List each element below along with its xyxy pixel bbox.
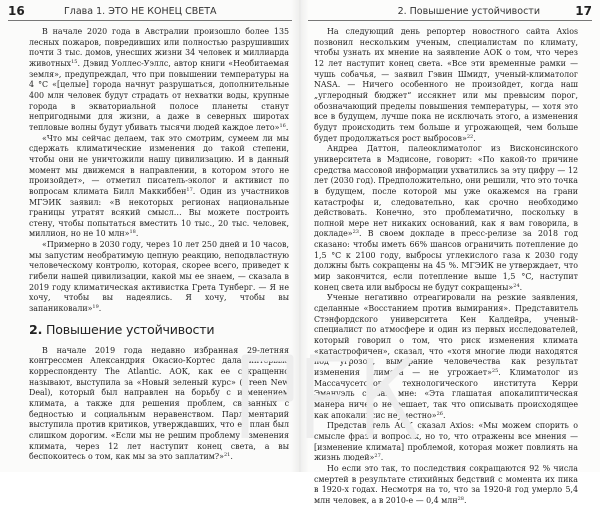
paragraph: На следующий день репортер новостного сайта Axios позвонил нескольким ученым, специалистам по климату, чтобы узнать их мнение на заявление АОК о том, что через 12 лет наступит конец света. «Все эти временные рамки — чушь собачья, — заявил Гэвин Шмидт, ученый-климатолог NASA. — Ничего особенного не произойдет, когда наш „углеродный бюджет“ иссякнет или мы превысим порог, обозначающий пределы повышения температуры, — хотя это все в будущем, лучше пока не исключать этого, а изменения будут происходить тем больше и угрожающей, чем больше будет продолжаться рост выбросов»$^{22}$.: [314, 27, 578, 143]
paragraph: В начале 2020 года в Австралии произошло более 135 лесных пожаров, повредивших или полностью разрушивших почти 3 тыс. домов, унесших жизни 34 человек и миллиарда животных$^{15}$. Дэвид Уоллес-Уэллс, автор книги «Необитаемая земля», предупреждал, что при повышении температуры на 4 °C «[целые] города начнут разрушаться, дополнительные 400 млн человек будут страдать от нехватки воды, крупные города в экваториальной полосе планеты станут непригодными для жизни, а даже в северных широтах тепловые волны будут убивать тысячи людей каждое лето»$^{16}$.: [29, 27, 289, 132]
section-title: Повышение устойчивости: [45, 321, 215, 337]
footnote-ref: 22: [466, 133, 474, 140]
left-body-text-2: [29, 346, 289, 463]
section-number: 2.: [29, 321, 43, 337]
left-body-text: [29, 27, 289, 315]
footnote-ref: 23: [352, 229, 359, 236]
running-head-right: 2. Повышение устойчивости: [397, 6, 540, 17]
footnote-ref: 25: [491, 368, 499, 374]
left-page-header: [8, 6, 292, 20]
footnote-ref: 21: [223, 452, 231, 459]
footnote-ref: 28: [457, 495, 464, 502]
right-page-header: [308, 6, 592, 20]
paragraph: «Что мы сейчас делаем, так это смотрим, сумеем ли мы сдержать климатические изменения до такой степени, чтобы они не уничтожили нашу цивилизацию. И в данный момент мы движемся в направлении, в котором этого не произойдет», — отметил писатель-эколог и активист по вопросам климата Билл Маккиббен$^{17}$. Один из участников МГЭИК заявил: «В некоторых регионах национальные границы утратят всякий смысл… Вы можете построить стену, чтобы попытаться вместить 10 тыс., 20 тыс. человек, миллион, но не 10 млн»$^{18}$.: [29, 133, 290, 239]
header-rule-left: [8, 20, 292, 21]
footnote-ref: 24: [513, 282, 520, 289]
footnote-ref: 26: [436, 410, 443, 417]
paragraph: Представитель АОК сказал Axios: «Мы можем спорить о смысле фраз и вопросах, но то, что отражены все мнения — [изменение климата] проблемой, которая может повлиять на жизнь людей»$^{27}$.: [314, 421, 578, 463]
footnote-ref: 15: [71, 58, 78, 65]
left-page: [0, 0, 300, 472]
paragraph: «Примерно в 2030 году, через 10 лет 250 дней и 10 часов, мы запустим необратимую цепную реакцию, неподвластную человеческому контролю, которая, скорее всего, приведет к гибели нашей цивилизации, какой мы ее знаем, — сказала в 2019 году климатическая активистка Грета Тунберг. — Я не хочу, чтобы вы надеялись. Я хочу, чтобы вы запаниковали»$^{19}$.: [29, 240, 289, 314]
footnote-ref: 18: [129, 229, 136, 236]
paragraph: Но если это так, то последствия сокращаются 92 % числа смертей в результате стихийных бедствий с момента их пика в 1920-х годах. Несмотря на то, что за 1920-й год умерло 5,4 млн человек, а в 2010-е — 0,4 млн$^{28}$.: [314, 463, 578, 505]
section-heading: [29, 322, 289, 337]
right-page: [300, 0, 600, 505]
page-number-right: 17: [575, 4, 592, 18]
running-head-left: Глава 1. ЭТО НЕ КОНЕЦ СВЕТА: [64, 6, 217, 17]
footnote-ref: 27: [374, 453, 381, 460]
right-body-text: [314, 27, 578, 507]
header-rule-right: [308, 20, 592, 21]
page-number-left: 16: [8, 4, 25, 18]
footnote-ref: 17: [186, 186, 193, 193]
footnote-ref: 19: [92, 304, 99, 311]
footnote-ref: 16: [279, 122, 286, 129]
paragraph: Ученые негативно отреагировали на резкие заявления, сделанные «Восстанием против вымирания». Представитель Стэнфордского университета Кен Калдейра, ученый-специалист по атмосфере и один из первых исследователей, который говорил о том, что риск изменения климата «катастрофичен», сказал, что «хотя многие люди находятся под угрозой, вымирание человечества как результат изменения климата — не угрожает»$^{25}$. Климатолог из Массачусетского технологического института Керри Эмануэль сказал мне: «Эта глашатая апокалиптическая манера ничего не решает, так что описывать происходящее как апокалипсис неуместно»$^{26}$.: [314, 293, 578, 420]
paragraph: В начале 2019 года недавно избранная 29-летняя конгрессмен Александрия Окасио-Кортес дала интервью корреспонденту The Atlantic. АОК, как ее сокращенно называют, выступила за «Новый зеленый курс» (Green New Deal), который был направлен на борьбу с изменением климата, а также для решения проблем, связанных с бедностью и социальным неравенством. Парламентарий выступила против критиков, утверждавших, что ее план был слишком дорогим. «Если мы не решим проблему изменения климата, через 12 лет наступит конец света, а вы беспокоитесь о том, как мы за это заплатим?»$^{21}$.: [29, 345, 289, 462]
paragraph: Андреа Даттон, палеоклиматолог из Висконсинского университета в Мэдисоне, говорит: «По какой-то причине средства массовой информации ухватились за эту цифру — 12 лет (2030 год). Предположительно, они решили, что это точка в будущем, после которой мы уже окажемся на грани катастрофы и, следовательно, как срочно необходимо действовать. Конечно, это проблематично, поскольку в полной мере нет никаких оснований, как я вам говорила, в докладе»$^{23}$. В своем докладе в пресс-релизе за 2018 год сказано: чтобы иметь 66% шансов ограничить потепление до 1,5 °C к 2100 году, выбросы углекислого газа к 2030 году должны быть сокращены на 45 %. МГЭИК не утверждает, что мир закончится, если потепление выше 1,5 °C, наступит конец света или выбросы не будут сокращены»$^{24}$.: [314, 144, 578, 292]
